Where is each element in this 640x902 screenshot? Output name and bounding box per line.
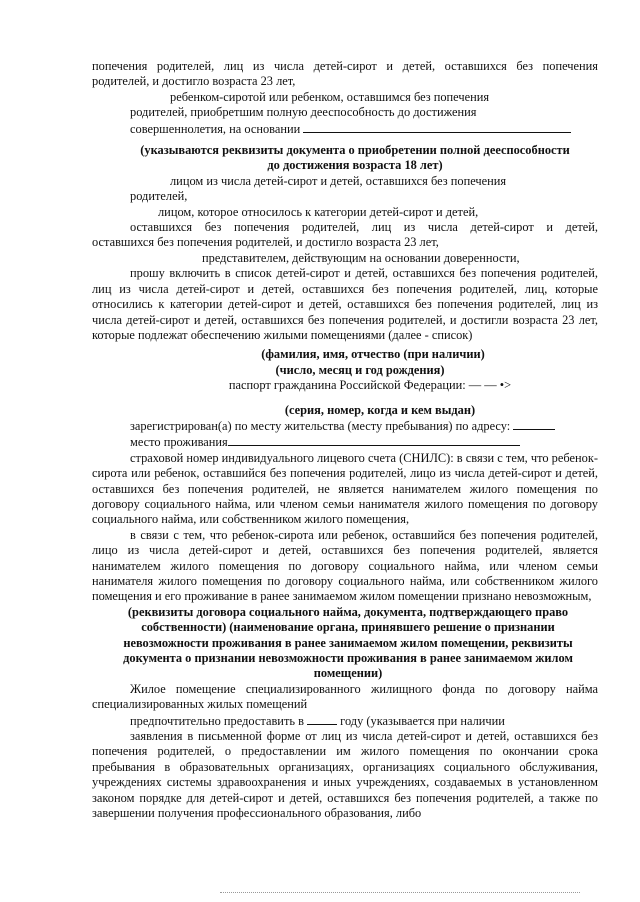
address-blank-line (513, 418, 555, 430)
text-line: паспорт гражданина Российской Федерации: — — •> (228, 378, 512, 393)
text-paragraph: Жилое помещение специализированного жилищного фонда по договору найма специализированных жилых помещений (92, 681, 598, 712)
snils-paragraph: страховой номер индивидуального лицевого счета (СНИЛС): в связи с тем, что ребенок-сирота или ребенок, оставшийся без попечения родителей, лицо из числа детей-сирот и детей, оставшихся без попечения родителей, не является нанимателем жилого помещения по договору социального найма, или членом семьи нанимателя жилого помещения по договору социального найма, или собственником жилого помещения, (92, 450, 598, 527)
year-blank-line (307, 713, 337, 725)
text-fragment: совершеннолетия, на основании (130, 121, 301, 136)
reason-paragraph: в связи с тем, что ребенок-сирота или ребенок, оставшийся без попечения родителей, лицо из числа детей-сирот и детей, оставшихся без попечения родителей, является нанимателем жилого помещения по договору социального найма, или членом семьи нанимателя жилого помещения по договору социального найма, или собственником жилого помещения и его проживание в ранее занимаемом жилом помещении признано невозможным, (92, 527, 598, 604)
text-line: оставшихся без попечения родителей, лиц из числа детей-сирот и детей, (130, 220, 598, 235)
text-line: родителей, (130, 189, 188, 204)
text-line: попечения родителей, лиц из числа детей-сирот и детей, оставшихся без попечения (92, 59, 598, 73)
note-bold: (число, месяц и год рождения) (275, 362, 445, 377)
text-paragraph: заявления в письменной форме от лиц из числа детей-сирот и детей, оставшихся без попечения родителей, о предоставлении им жилого помещения по окончании срока пребывания в образовательных организациях, организациях социального обслуживания, учреждениях системы здравоохранения и иных учреждениях, создаваемых в установленном законом порядке для детей-сирот и детей, оставшихся без попечения родителей, а также по завершении получения профессионального образования, либо (92, 729, 598, 821)
text-line (92, 121, 598, 137)
note-bold: (серия, номер, когда и кем выдан) (284, 402, 476, 417)
note-bold: (указываются реквизиты документа о приобретении полной дееспособности (140, 143, 570, 158)
scan-edge (220, 892, 580, 893)
text-fragment: предпочтительно предоставить в (130, 713, 304, 728)
note-bold: до достижения возраста 18 лет) (267, 158, 443, 173)
residence-blank-line (228, 434, 520, 446)
text-line: родителей, приобретшим полную дееспособность до достижения (130, 105, 477, 120)
text-line: родителей, и достигло возраста 23 лет, (92, 74, 296, 89)
text-line: представителем, действующим на основании доверенности, (202, 250, 520, 265)
text-line (92, 713, 598, 729)
text-line: лицом, которое относилось к категории детей-сирот и детей, (158, 204, 479, 219)
basis-blank-line (303, 121, 571, 133)
text-line: оставшихся без попечения родителей, и достигло возраста 23 лет, (92, 235, 439, 250)
text-fragment: году (указывается при наличии (340, 713, 505, 728)
note-bold: (фамилия, имя, отчество (при наличии) (261, 347, 485, 362)
text-line (92, 418, 598, 434)
text-fragment: место проживания (130, 435, 228, 450)
request-paragraph: прошу включить в список детей-сирот и детей, оставшихся без попечения родителей, лиц из числа детей-сирот и детей, оставшихся без попечения родителей, лиц, которые относились к категории детей-сирот и детей, оставшихся без попечения родителей, лиц из числа детей-сирот и детей, оставшихся без попечения родителей, и достигли возраста 23 лет, которые подлежат обеспечению жилыми помещениями (далее - список) (92, 266, 598, 342)
note-bold: (реквизиты договора социального найма, документа, подтверждающего право собственности) (наименование органа, принявшего решение о признании невозможности проживания в ранее занимаемом жилом помещении, реквизиты документа о признании невозможности проживания в ранее занимаемом жилом помещении) (123, 604, 573, 681)
text-line (92, 434, 598, 450)
text-fragment: зарегистрирован(а) по месту жительства (месту пребывания) по адресу: (130, 418, 511, 433)
text-line: ребенком-сиротой или ребенком, оставшимся без попечения (170, 89, 490, 104)
text-line: лицом из числа детей-сирот и детей, оставшихся без попечения (170, 173, 507, 188)
